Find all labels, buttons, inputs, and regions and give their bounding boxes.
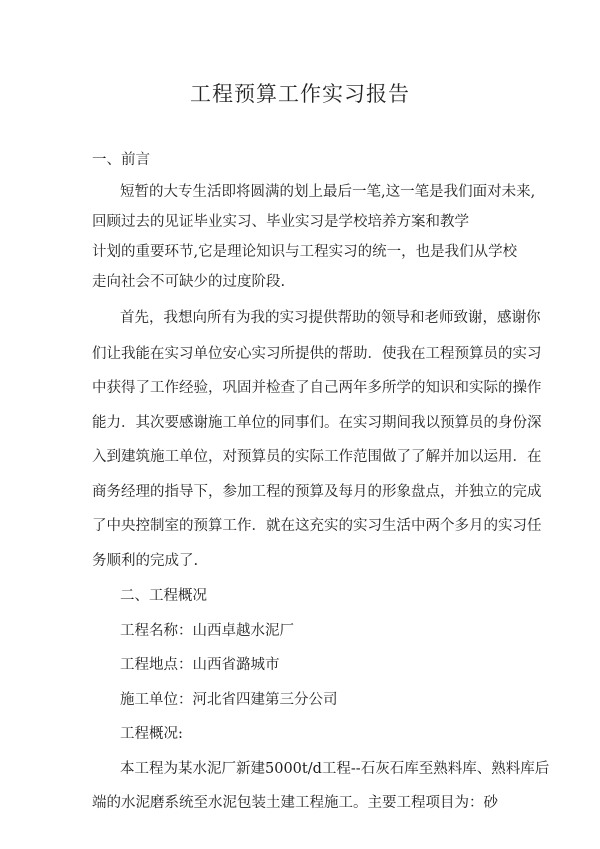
paragraph-line: 回顾过去的见证毕业实习、毕业实习是学校培养方案和教学 (92, 214, 469, 230)
overview-label: 工程概况: (120, 726, 183, 742)
paragraph-line: 本工程为某水泥厂新建5000t/d工程--石灰石库至熟料库、熟料库后 (120, 761, 550, 777)
paragraph-line: 能力．其次要感谢施工单位的同事们。在实习期间我以预算员的身份深 (92, 415, 542, 431)
paragraph-line: 们让我能在实习单位安心实习所提供的帮助．使我在工程预算员的实习 (92, 346, 542, 362)
paragraph-line: 商务经理的指导下，参加工程的预算及每月的形象盘点，并独立的完成 (92, 484, 542, 500)
paragraph-line: 首先，我想向所有为我的实习提供帮助的领导和老师致谢，感谢你 (120, 310, 541, 326)
paragraph-line: 端的水泥磨系统至水泥包装土建工程施工。主要工程项目为：砂 (92, 795, 498, 811)
paragraph-line: 走向社会不可缺少的过度阶段. (92, 274, 286, 290)
section-heading-overview: 二、工程概况 (120, 588, 207, 604)
paragraph-line: 务顺利的完成了. (92, 553, 199, 569)
project-location: 工程地点：山西省潞城市 (120, 657, 280, 673)
document-title: 工程预算工作实习报告 (190, 82, 410, 106)
section-heading-preface: 一、前言 (92, 152, 150, 168)
paragraph-line: 了中央控制室的预算工作．就在这充实的实习生活中两个多月的实习任 (92, 518, 542, 534)
paragraph-line: 计划的重要环节,它是理论知识与工程实习的统一，也是我们从学校 (92, 244, 518, 260)
paragraph-line: 中获得了工作经验，巩固并检查了自己两年多所学的知识和实际的操作 (92, 380, 542, 396)
paragraph-line: 短暂的大专生活即将圆满的划上最后一笔,这一笔是我们面对未来, (120, 184, 536, 200)
construction-unit: 施工单位：河北省四建第三分公司 (120, 692, 338, 708)
project-name: 工程名称：山西卓越水泥厂 (120, 623, 294, 639)
paragraph-line: 入到建筑施工单位，对预算员的实际工作范围做了了解并加以运用．在 (92, 449, 542, 465)
